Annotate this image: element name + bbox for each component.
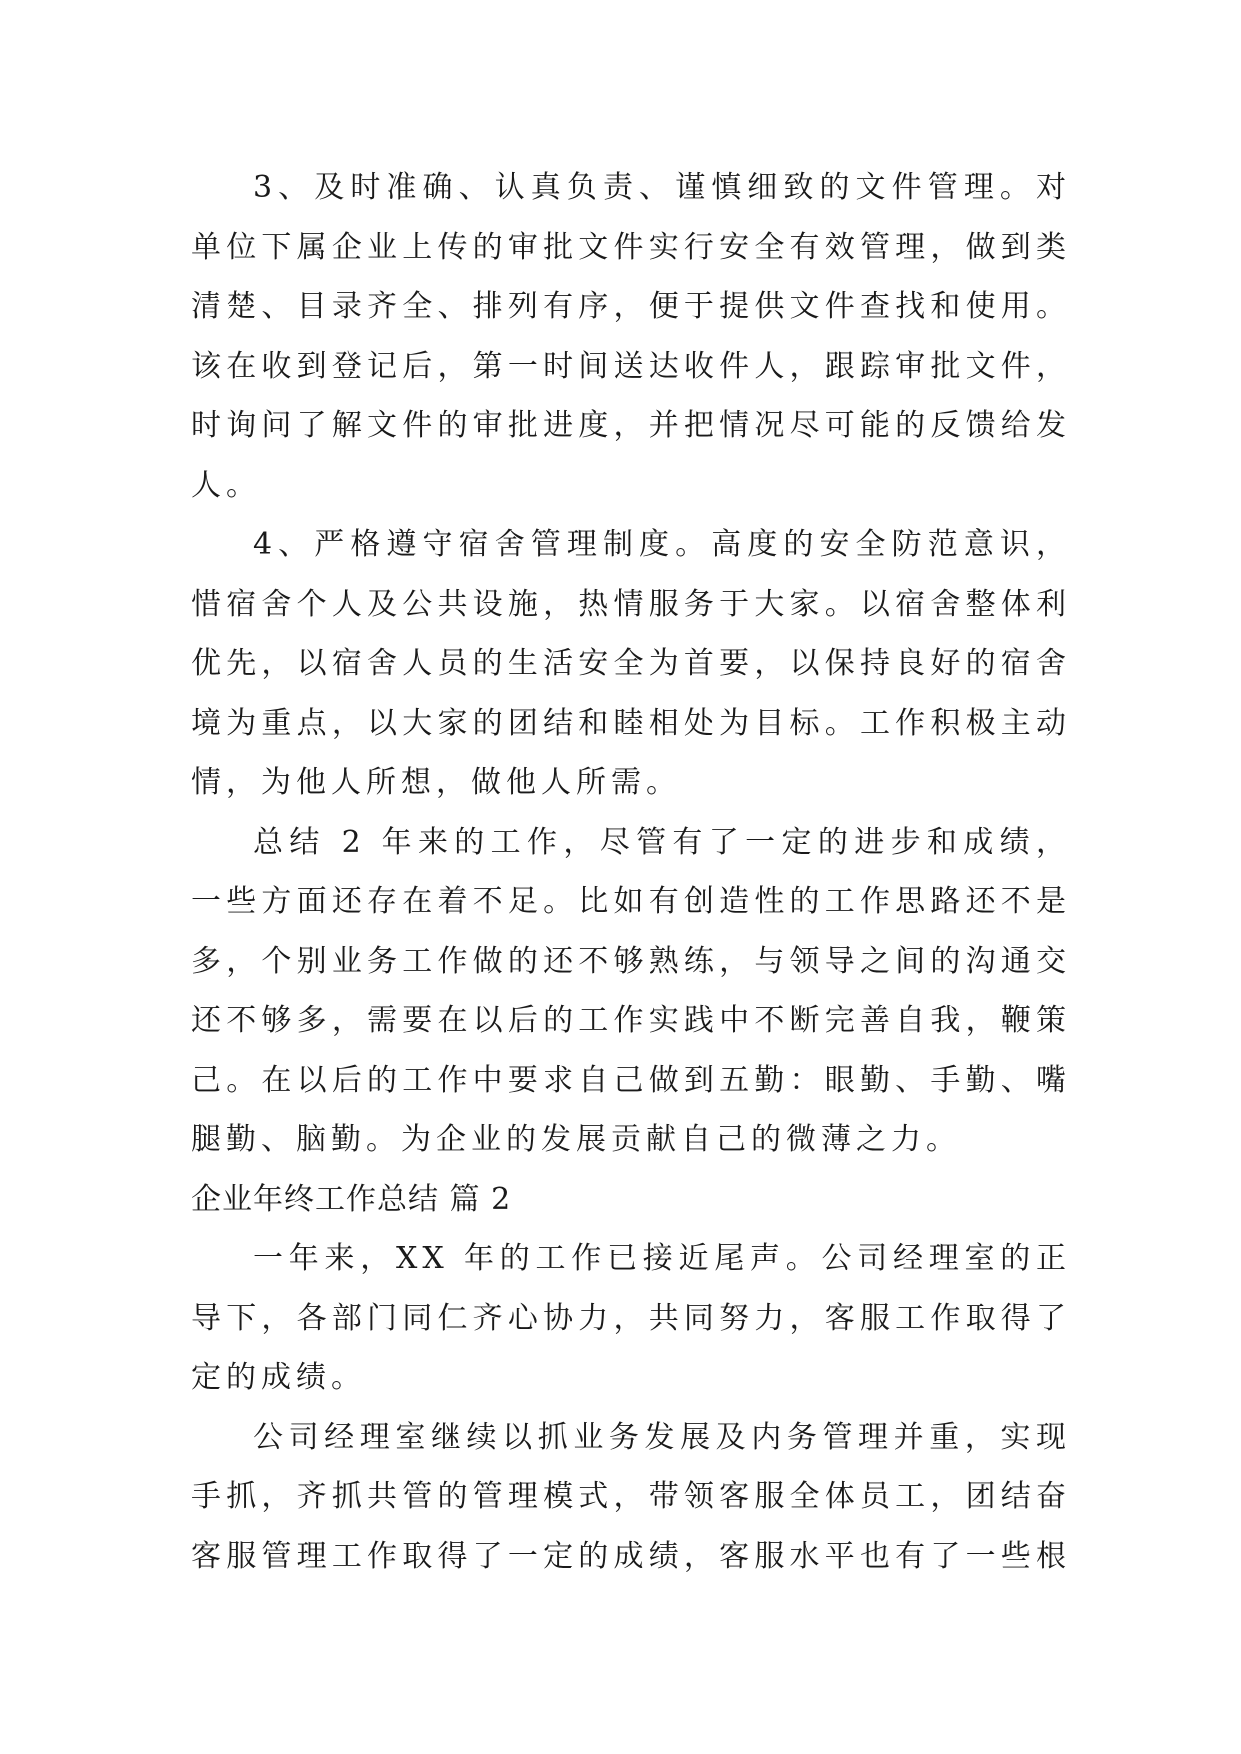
text-line: 腿勤、脑勤。为企业的发展贡献自己的微薄之力。 [191,1122,961,1157]
text-line: 惜宿舍个人及公共设施，热情服务于大家。以宿舍整体利 [191,586,1071,622]
text-line: 定的成绩。 [191,1360,366,1395]
text-line: 境为重点，以大家的团结和睦相处为目标。工作积极主动 [191,705,1071,741]
text-line: 清楚、目录齐全、排列有序，便于提供文件查找和使用。 [191,289,1071,324]
text-line: 手抓，齐抓共管的管理模式，带领客服全体员工，团结奋 [191,1479,1071,1514]
text-line: 优先，以宿舍人员的生活安全为首要，以保持良好的宿舍 [191,646,1071,681]
text-line: 导下，各部门同仁齐心协力，共同努力，客服工作取得了 [191,1300,1071,1336]
text-line: 单位下属企业上传的审批文件实行安全有效管理，做到类 [191,229,1071,265]
text-line: 该在收到登记后，第一时间送达收件人，跟踪审批文件， [191,348,1071,384]
text-line: 一些方面还存在着不足。比如有创造性的工作思路还不是 [191,884,1071,919]
text-line: 时询问了解文件的审批进度，并把情况尽可能的反馈给发 [191,408,1071,443]
text-line: 一年来，XX 年的工作已接近尾声。公司经理室的正 [253,1241,1071,1276]
document-body [191,158,1071,1586]
paragraph-management [191,1408,1071,1587]
section-heading: 企业年终工作总结 篇 2 [191,1181,512,1217]
paragraph-intro [191,1229,1071,1408]
text-line: 人。 [191,467,261,503]
text-line: 公司经理室继续以抓业务发展及内务管理并重，实现 [253,1419,1071,1455]
text-line: 己。在以后的工作中要求自己做到五勤：眼勤、手勤、嘴 [191,1062,1071,1098]
text-line: 4、严格遵守宿舍管理制度。高度的安全防范意识， [253,527,1071,562]
text-line: 情，为他人所想，做他人所需。 [191,765,681,800]
text-line: 客服管理工作取得了一定的成绩，客服水平也有了一些根 [191,1538,1071,1574]
paragraph-summary [191,813,1071,1170]
text-line: 总结 2 年来的工作，尽管有了一定的进步和成绩， [253,824,1071,860]
text-line: 还不够多，需要在以后的工作实践中不断完善自我，鞭策 [191,1003,1071,1038]
text-line: 多，个别业务工作做的还不够熟练，与领导之间的沟通交 [191,943,1071,979]
paragraph-item-3 [191,158,1071,515]
paragraph-item-4 [191,515,1071,813]
text-line: 3、及时准确、认真负责、谨慎细致的文件管理。对 [253,170,1071,205]
